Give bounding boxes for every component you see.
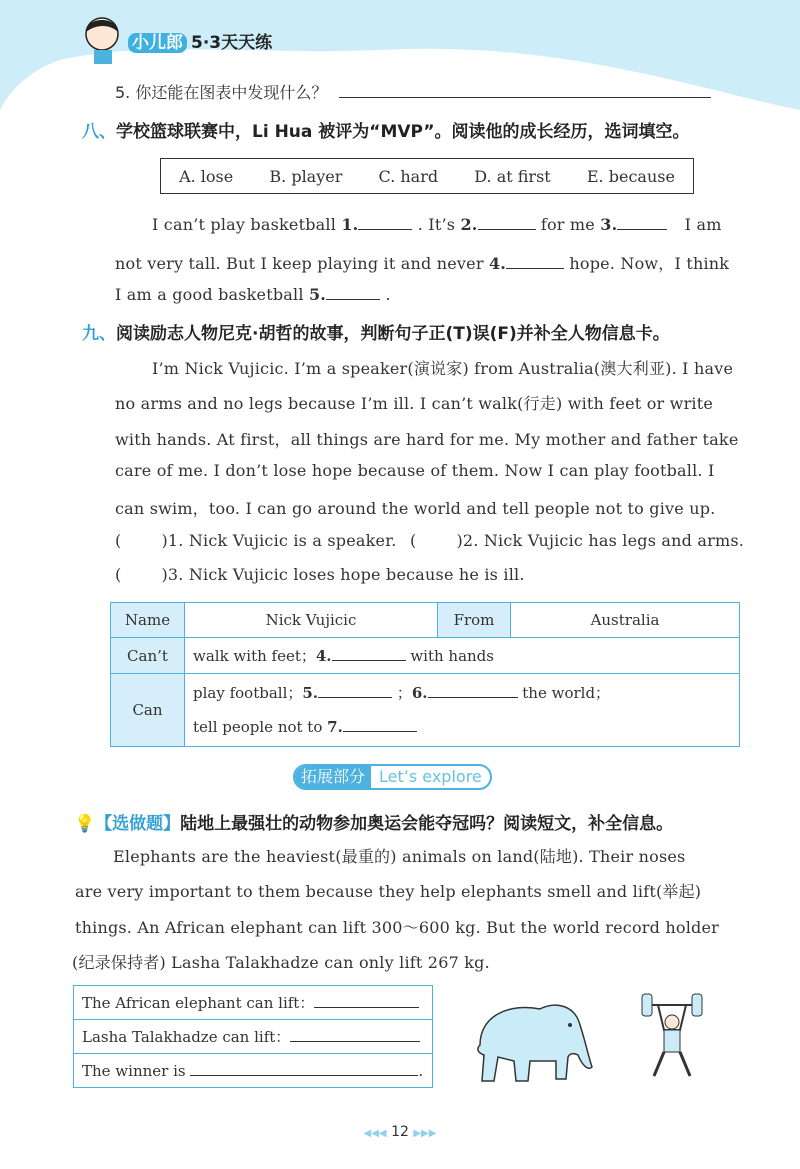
paragraph-line: I’m Nick Vujicic. I’m a speaker(演说家) from Australia(澳大利亚). I have	[152, 359, 734, 378]
section-title: 阅读励志人物尼克·胡哲的故事，判断句子正(T)误(F)并补全人物信息卡。	[116, 324, 670, 344]
cloze-line: I am a good basketball 5. .	[115, 285, 391, 304]
option: D. at first	[474, 166, 551, 186]
paragraph-line: (纪录保持者) Lasha Talakhadze can only lift 267 kg.	[72, 953, 490, 972]
name-value: Nick Vujicic	[185, 603, 438, 638]
paragraph-line: things. An African elephant can lift 300～600 kg. But the world record holder	[75, 918, 719, 937]
option: B. player	[269, 166, 343, 186]
blank-4[interactable]	[506, 255, 564, 269]
blank-5[interactable]	[318, 684, 392, 698]
cloze-line: I can’t play basketball 1. . It’s 2. for me 3. I am	[152, 215, 722, 234]
paragraph-line: no arms and no legs because I’m ill. I can’t walk(行走) with feet or write	[115, 394, 714, 413]
option: C. hard	[378, 166, 439, 186]
prev-arrows-icon: ◀◀◀	[363, 1128, 387, 1139]
optional-heading	[74, 809, 673, 834]
paragraph-line: Elephants are the heaviest(最重的) animals on land(陆地). Their noses	[113, 847, 686, 866]
blank-3[interactable]	[617, 216, 667, 230]
tf-item[interactable]: ( )2. Nick Vujicic has legs and arms.	[410, 531, 745, 550]
explore-en: Let’s explore	[379, 767, 482, 786]
question-5	[115, 80, 711, 103]
blank-6[interactable]	[428, 684, 518, 698]
section-title: 学校篮球联赛中，Li Hua 被评为“MVP”。阅读他的成长经历，选词填空。	[116, 122, 690, 142]
series-title	[128, 28, 272, 53]
cant-value: walk with feet；4. with hands	[185, 638, 740, 674]
optional-tag: 【选做题】	[95, 814, 181, 834]
cloze-line: not very tall. But I keep playing it and never 4. hope. Now，I think	[115, 254, 730, 273]
section-number: 九、	[82, 324, 116, 344]
can-value: play football；5. ；6. the world； tell people not to 7.	[185, 674, 740, 747]
weightlifter-icon	[640, 990, 705, 1085]
blank-5[interactable]	[326, 286, 380, 300]
page-number-text: 12	[391, 1124, 409, 1140]
cant-label: Can’t	[111, 638, 185, 674]
info-card-table	[110, 602, 740, 747]
next-arrows-icon: ▶▶▶	[413, 1128, 437, 1139]
mascot-icon	[80, 14, 124, 64]
answer-table	[73, 985, 433, 1088]
paragraph-line: with hands. At first，all things are hard for me. My mother and father take	[115, 430, 739, 449]
word-options-box	[160, 158, 694, 194]
tf-item[interactable]: ( )3. Nick Vujicic loses hope because he is ill.	[115, 565, 525, 584]
from-value: Australia	[511, 603, 740, 638]
paragraph-line: can swim，too. I can go around the world and tell people not to give up.	[115, 499, 716, 518]
blank-4[interactable]	[332, 647, 406, 661]
answer-blank[interactable]	[314, 994, 419, 1008]
can-label: Can	[111, 674, 185, 747]
name-label: Name	[111, 603, 185, 638]
section-number: 八、	[82, 122, 116, 142]
answer-row: The winner is .	[74, 1054, 433, 1088]
from-label: From	[438, 603, 511, 638]
paragraph-line: are very important to them because they help elephants smell and lift(举起)	[75, 882, 702, 901]
tf-item[interactable]: ( )1. Nick Vujicic is a speaker.	[115, 531, 397, 550]
page-number	[340, 1124, 460, 1140]
blank-2[interactable]	[478, 216, 536, 230]
paragraph-line: care of me. I don’t lose hope because of them. Now I can play football. I	[115, 461, 715, 480]
optional-title: 陆地上最强壮的动物参加奥运会能夺冠吗？阅读短文，补全信息。	[180, 814, 674, 834]
answer-blank[interactable]	[190, 1062, 418, 1076]
elephant-icon	[470, 995, 595, 1087]
brand-logo: 小儿郎	[128, 33, 187, 53]
blank-7[interactable]	[343, 718, 417, 732]
q5-text: 5. 你还能在图表中发现什么？	[115, 83, 328, 102]
section-9-heading	[82, 319, 670, 344]
option: E. because	[586, 166, 675, 186]
lightbulb-icon: 💡	[74, 814, 96, 834]
blank-1[interactable]	[358, 216, 412, 230]
answer-blank[interactable]	[339, 84, 711, 98]
answer-row: The African elephant can lift：	[74, 986, 433, 1020]
answer-blank[interactable]	[290, 1028, 420, 1042]
section-8-heading	[82, 117, 690, 142]
series-name: 5·3天天练	[191, 33, 273, 53]
explore-cn: 拓展部分	[295, 766, 371, 788]
answer-row: Lasha Talakhadze can lift：	[74, 1020, 433, 1054]
explore-badge	[293, 764, 492, 790]
option: A. lose	[179, 166, 234, 186]
